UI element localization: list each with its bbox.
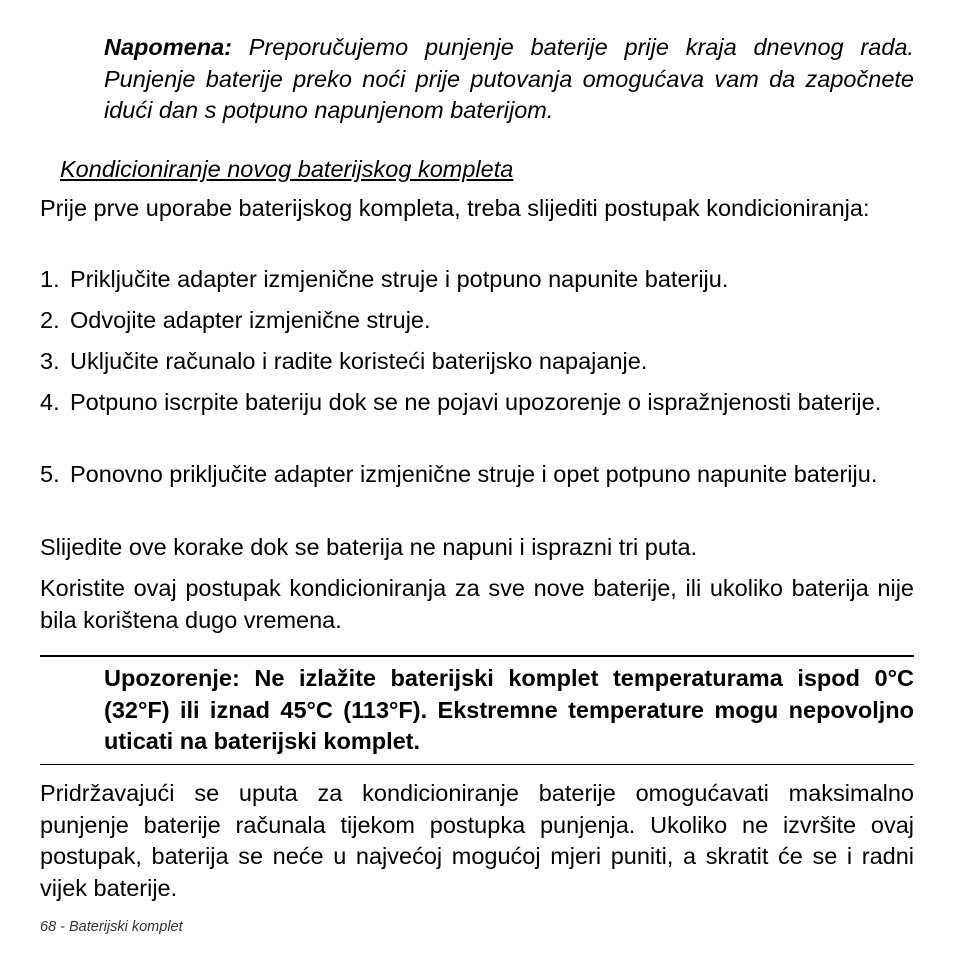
list-item-number: 5.: [40, 461, 60, 487]
list-item: [40, 459, 914, 491]
list-item-number: 1.: [40, 266, 60, 292]
section-heading: Kondicioniranje novog baterijskog kompleta: [60, 156, 514, 182]
list-item: [40, 264, 914, 296]
list-item-text: Potpuno iscrpite bateriju dok se ne pojavi upozorenje o ispražnjenosti baterije.: [70, 389, 882, 415]
note-label: Napomena:: [104, 34, 232, 60]
page-footer: 68 - Baterijski komplet: [40, 919, 183, 935]
list-item: [40, 346, 914, 378]
warning-bottom-rule: [40, 764, 914, 765]
warning-top-rule: [40, 655, 914, 657]
note-paragraph: [104, 32, 914, 127]
note-text: Preporučujemo punjenje baterije prije kraja dnevnog rada. Punjenje baterije preko noći prije putovanja omogućava vam da započnete idući dan s potpuno napunjenom baterijom.: [104, 34, 914, 123]
repeat-paragraph: Slijedite ove korake dok se baterija ne napuni i isprazni tri puta.: [40, 534, 698, 560]
warning-paragraph: Upozorenje: Ne izlažite baterijski komplet temperaturama ispod 0°C (32°F) ili iznad 45°C (113°F). Ekstremne temperature mogu nepovoljno uticati na baterijski komplet.: [104, 665, 914, 754]
intro-paragraph: Prije prve uporabe baterijskog kompleta, treba slijediti postupak kondicioniranja:: [40, 195, 870, 221]
list-item-number: 2.: [40, 307, 60, 333]
list-item-number: 4.: [40, 389, 60, 415]
list-item-text: Priključite adapter izmjenične struje i potpuno napunite bateriju.: [70, 266, 729, 292]
list-item-text: Ponovno priključite adapter izmjenične struje i opet potpuno napunite bateriju.: [70, 461, 878, 487]
list-item: [40, 305, 914, 337]
list-item: [40, 387, 914, 419]
list-item-text: Uključite računalo i radite koristeći baterijsko napajanje.: [70, 348, 648, 374]
list-item-number: 3.: [40, 348, 60, 374]
closing-paragraph: Pridržavajući se uputa za kondicioniranje baterije omogućavati maksimalno punjenje baterije računala tijekom postupka punjenja. Ukoliko ne izvršite ovaj postupak, baterija se neće u najvećoj mogućoj mjeri puniti, a skratit će se i radni vijek baterije.: [40, 780, 914, 901]
list-item-text: Odvojite adapter izmjenične struje.: [70, 307, 431, 333]
usage-paragraph: Koristite ovaj postupak kondicioniranja za sve nove baterije, ili ukoliko baterija nije bila korištena dugo vremena.: [40, 575, 914, 633]
